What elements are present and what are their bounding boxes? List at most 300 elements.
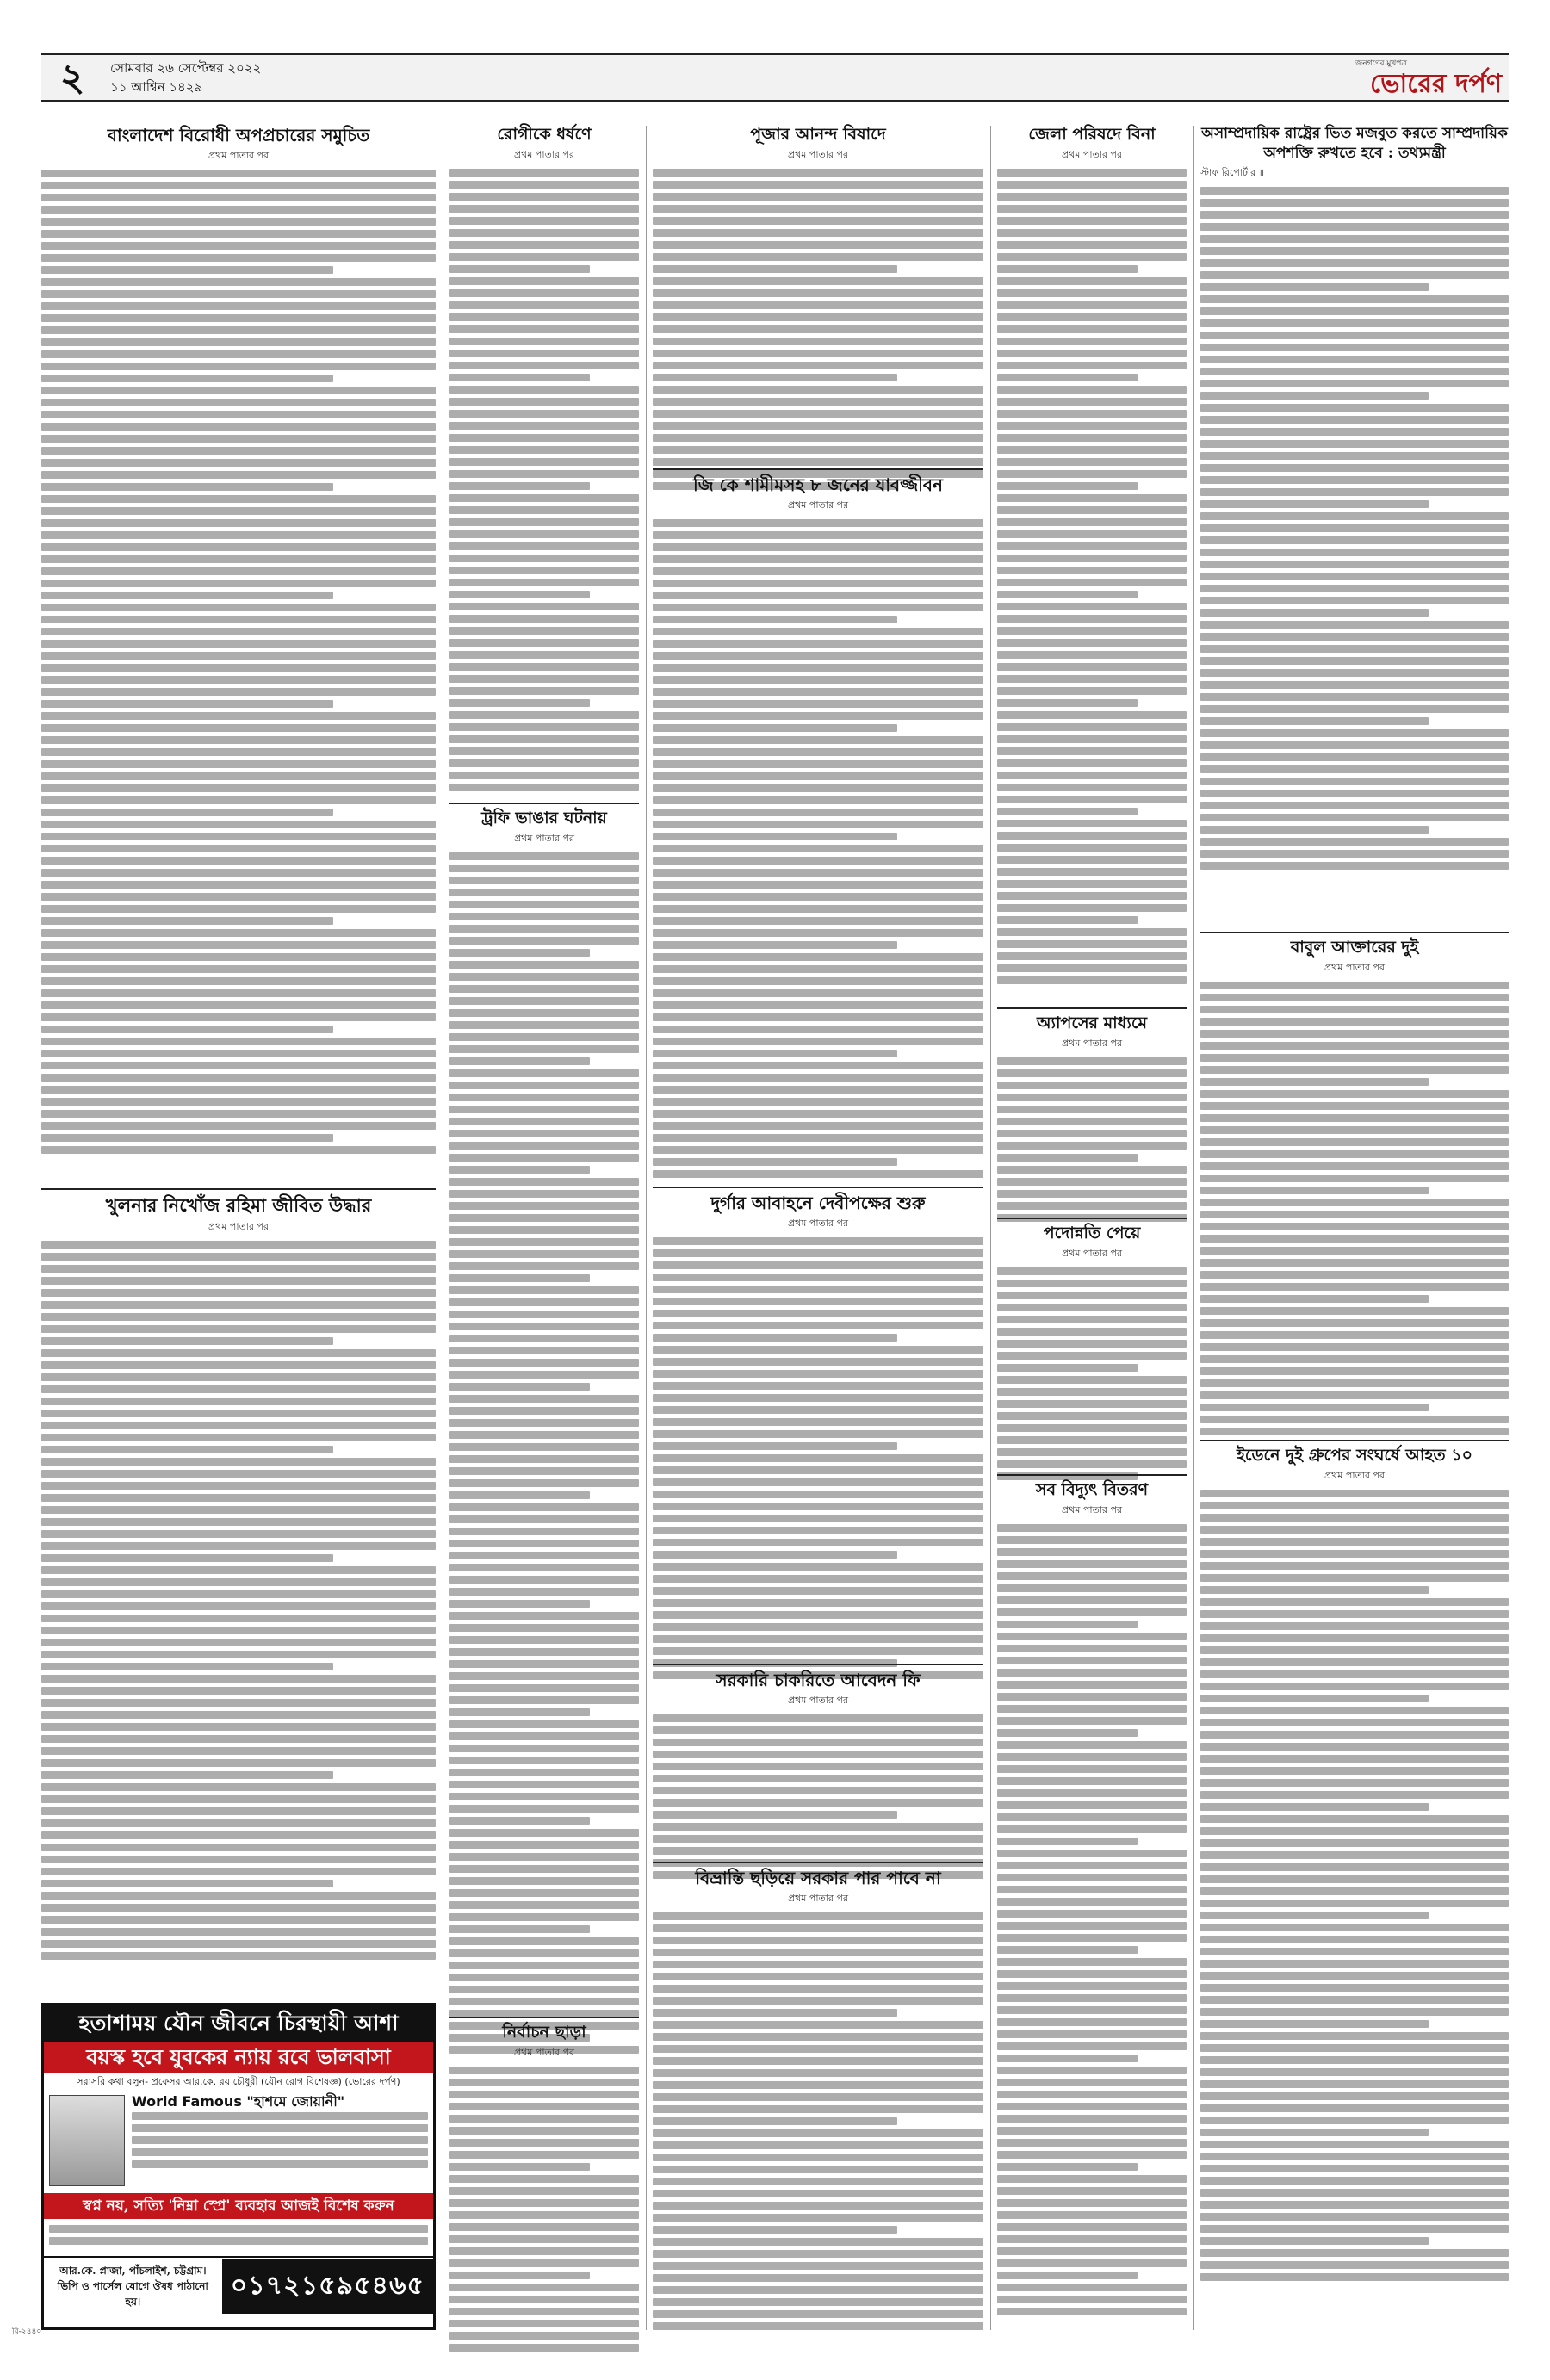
text-line: [997, 1994, 1187, 2002]
text-line: [653, 977, 983, 985]
headline: ইডেনে দুই গ্রুপের সংঘর্ষে আহত ১০: [1237, 1446, 1472, 1465]
text-line: [450, 925, 639, 933]
text-line: [997, 579, 1187, 586]
text-line: [450, 1154, 639, 1162]
text-line: [41, 326, 436, 334]
text-line: [653, 1937, 983, 1944]
text-line: [997, 1057, 1187, 1065]
text-line: [450, 494, 639, 502]
text-line: [450, 1021, 639, 1029]
text-line: [997, 2247, 1187, 2255]
article-body: [653, 1714, 983, 1879]
text-line: [1200, 1887, 1509, 1895]
text-line: [1200, 1223, 1509, 1230]
text-line: [653, 748, 983, 756]
text-line: [997, 253, 1187, 261]
text-line: [997, 1982, 1187, 1990]
text-line: [1200, 428, 1509, 436]
text-line: [450, 663, 639, 671]
text-line: [450, 265, 590, 273]
text-line: [997, 2127, 1187, 2135]
text-line: [653, 869, 983, 877]
text-line: [997, 603, 1187, 610]
text-line: [1200, 633, 1509, 641]
text-line: [997, 1082, 1187, 1089]
text-line: [41, 953, 436, 961]
text-line: [1200, 307, 1509, 315]
text-line: [450, 1588, 639, 1596]
text-line: [41, 182, 436, 189]
text-line: [997, 1970, 1187, 1978]
ad-title: হতাশাময় যৌন জীবনে চিরস্থায়ী আশা: [44, 2005, 433, 2042]
text-line: [653, 1961, 983, 1968]
text-line: [1200, 1138, 1509, 1146]
text-line: [450, 1745, 639, 1752]
ad-product: World Famous "হাশমে জোয়ানী": [132, 2093, 345, 2110]
text-line: [450, 2284, 639, 2291]
subline: প্রথম পাতার পর: [787, 1695, 849, 1707]
text-line: [41, 881, 436, 889]
text-line: [1200, 1683, 1509, 1690]
text-line: [653, 1170, 983, 1178]
text-line: [653, 398, 983, 406]
text-line: [1200, 1404, 1429, 1411]
text-line: [450, 1720, 639, 1728]
text-line: [41, 1904, 436, 1912]
text-line: [653, 1527, 983, 1534]
text-line: [1200, 2189, 1509, 2197]
text-line: [997, 2272, 1138, 2279]
text-line: [450, 1407, 639, 1415]
subline: প্রথম পাতার পর: [208, 1220, 270, 1232]
text-line: [653, 1358, 983, 1366]
article-body: [450, 852, 639, 2054]
text-line: [1200, 332, 1509, 339]
text-line: [1200, 2032, 1509, 2040]
text-line: [41, 302, 436, 310]
text-line: [450, 1190, 639, 1198]
text-line: [653, 241, 983, 249]
text-line: [450, 603, 639, 610]
text-line: [41, 989, 436, 997]
text-line: [653, 1158, 897, 1166]
text-line: [41, 1013, 436, 1021]
article-body: [41, 170, 436, 1154]
article-bibhranti: [653, 1856, 983, 2334]
text-line: [1200, 344, 1509, 351]
text-line: [1200, 862, 1509, 870]
text-line: [653, 1274, 983, 1281]
text-line: [653, 1062, 983, 1069]
text-line: [997, 277, 1187, 285]
text-line: [450, 2320, 639, 2327]
text-line: [41, 290, 436, 298]
text-line: [450, 2308, 639, 2315]
text-line: [653, 905, 983, 913]
text-line: [997, 1862, 1187, 1869]
text-line: [1200, 356, 1509, 363]
text-line: [450, 1238, 639, 1246]
text-line: [450, 506, 639, 514]
text-line: [1200, 2080, 1509, 2088]
text-line: [997, 1448, 1187, 1456]
text-line: [1200, 2261, 1509, 2269]
text-line: [653, 1418, 983, 1426]
text-line: [1200, 2165, 1509, 2172]
text-line: [653, 253, 983, 261]
text-line: [653, 2178, 983, 2185]
text-line: [997, 265, 1138, 273]
text-line: [1200, 1006, 1509, 1013]
text-line: [41, 664, 436, 672]
text-line: [41, 350, 436, 358]
text-line: [450, 374, 590, 381]
text-line: [997, 530, 1187, 538]
ad-contact-line: সরাসরি কথা বলুন- প্রফেসর আর.কে. রয় চৌধুরী (যৌন রোগ বিশেষজ্ঞ) (ভোরের দর্পণ): [77, 2076, 400, 2087]
headline: দুর্গার আবাহনে দেবীপক্ষের শুরু: [710, 1193, 926, 1213]
text-line: [1200, 645, 1509, 653]
text-line: [450, 2103, 639, 2110]
text-line: [450, 567, 639, 574]
text-line: [653, 1013, 983, 1021]
text-line: [997, 735, 1187, 743]
text-line: [1200, 1247, 1509, 1255]
text-line: [450, 2175, 639, 2183]
text-line: [997, 555, 1187, 562]
text-line: [1200, 2201, 1509, 2209]
text-line: [653, 1503, 983, 1510]
text-line: [450, 1142, 639, 1150]
text-line: [997, 2259, 1187, 2267]
text-line: [450, 2235, 639, 2243]
text-line: [450, 772, 639, 779]
text-line: [41, 242, 436, 250]
text-line: [653, 1973, 983, 1980]
text-line: [653, 784, 983, 792]
text-line: [41, 1446, 333, 1453]
text-line: [41, 1241, 436, 1249]
text-line: [1200, 1343, 1509, 1351]
text-line: [41, 1542, 436, 1550]
text-line: [1200, 1707, 1509, 1714]
text-line: [653, 350, 983, 357]
text-line: [41, 604, 436, 611]
text-line: [997, 1669, 1187, 1677]
text-line: [997, 1596, 1187, 1604]
text-line: [997, 976, 1187, 984]
text-line: [653, 616, 897, 623]
text-line: [1200, 1827, 1509, 1835]
text-line: [41, 1916, 436, 1924]
text-line: [1200, 802, 1509, 809]
article-body: [997, 1524, 1187, 2315]
article-body: [450, 2067, 639, 2352]
text-line: [41, 845, 436, 852]
text-line: [41, 375, 333, 382]
text-line: [997, 1886, 1187, 1893]
text-line: [41, 1819, 436, 1827]
date-block: [110, 59, 261, 96]
text-line: [41, 1337, 333, 1345]
text-line: [41, 423, 436, 431]
text-line: [997, 1608, 1187, 1616]
text-line: [41, 363, 436, 370]
text-line: [450, 997, 639, 1005]
text-line: [1200, 2237, 1429, 2245]
text-line: [997, 1874, 1187, 1881]
subline: প্রথম পাতার পর: [1061, 149, 1123, 161]
text-line: [1200, 561, 1509, 568]
text-line: [653, 181, 983, 189]
text-line: [1200, 1526, 1509, 1534]
text-line: [653, 362, 983, 369]
text-line: [450, 639, 639, 647]
text-line: [1200, 1042, 1509, 1050]
text-line: [41, 1289, 436, 1297]
text-line: [653, 1623, 983, 1631]
text-line: [997, 1154, 1138, 1162]
text-line: [450, 1250, 639, 1258]
text-line: [997, 1304, 1187, 1311]
column-1: [41, 126, 436, 2330]
text-line: [997, 494, 1187, 502]
text-line: [41, 1518, 436, 1526]
text-line: [1200, 681, 1509, 689]
text-line: [653, 555, 983, 563]
text-line: [653, 1587, 983, 1595]
text-line: [1200, 2249, 1509, 2257]
text-line: [653, 519, 983, 527]
text-line: [1200, 1815, 1509, 1823]
text-line: [1200, 1331, 1509, 1339]
text-line: [997, 1777, 1187, 1785]
text-line: [1200, 1187, 1429, 1194]
text-line: [1200, 1319, 1509, 1327]
text-line: [653, 2274, 983, 2282]
text-line: [41, 1482, 436, 1490]
text-line: [450, 1829, 639, 1837]
text-line: [41, 1795, 436, 1803]
text-line: [653, 169, 983, 177]
article-apps: [997, 1002, 1187, 1226]
text-line: [41, 616, 436, 623]
text-line: [1200, 1162, 1509, 1170]
text-line: [41, 857, 436, 865]
text-line: [997, 964, 1187, 972]
text-line: [41, 1868, 436, 1875]
text-line: [653, 1912, 983, 1920]
text-line: [1200, 994, 1509, 1001]
text-line: [450, 961, 639, 969]
text-line: [450, 1696, 639, 1704]
text-line: [653, 265, 897, 273]
text-line: [41, 543, 436, 551]
text-line: [41, 1844, 436, 1851]
date-gregorian: সোমবার ২৬ সেপ্টেম্বর ২০২২: [110, 60, 262, 76]
text-line: [1200, 2044, 1509, 2052]
text-line: [997, 1069, 1187, 1077]
text-line: [450, 542, 639, 550]
text-line: [997, 1364, 1138, 1372]
text-line: [1200, 1936, 1509, 1943]
text-line: [1200, 2056, 1509, 2064]
text-line: [653, 676, 983, 684]
text-line: [41, 977, 436, 985]
text-line: [41, 338, 436, 346]
text-line: [653, 917, 983, 925]
text-line: [997, 796, 1187, 803]
text-line: [450, 1106, 639, 1113]
text-line: [653, 1249, 983, 1257]
text-line: [41, 772, 436, 780]
text-line: [1200, 669, 1509, 677]
text-line: [997, 1190, 1187, 1198]
text-line: [450, 1262, 639, 1270]
text-line: [653, 2238, 983, 2246]
text-line: [450, 1118, 639, 1125]
text-line: [1200, 283, 1429, 291]
text-line: [1200, 1562, 1509, 1570]
text-line: [653, 688, 983, 696]
text-line: [653, 1442, 897, 1450]
text-line: [653, 2214, 983, 2222]
text-line: [653, 953, 983, 961]
text-line: [450, 1467, 639, 1475]
text-line: [997, 1813, 1187, 1821]
text-line: [450, 1371, 639, 1379]
headline: জেলা পরিষদে বিনা: [1028, 125, 1156, 144]
text-line: [653, 422, 983, 430]
text-line: [653, 1726, 983, 1734]
text-line: [997, 1898, 1187, 1906]
text-line: [450, 398, 639, 406]
text-line: [1200, 1695, 1429, 1702]
text-line: [1200, 2104, 1509, 2112]
text-line: [450, 1612, 639, 1620]
text-line: [450, 205, 639, 213]
text-line: [653, 217, 983, 225]
text-line: [1200, 416, 1509, 424]
text-line: [997, 1753, 1187, 1761]
column-4: [997, 126, 1187, 2330]
text-line: [450, 579, 639, 586]
text-line: [1200, 585, 1509, 592]
text-line: [1200, 1646, 1509, 1654]
text-line: [41, 905, 436, 913]
text-line: [41, 592, 333, 599]
headline: বাংলাদেশ বিরোধী অপপ্রচারের সমুচিত: [107, 125, 370, 146]
text-line: [450, 1443, 639, 1451]
text-line: [1200, 1307, 1509, 1315]
text-line: [41, 1892, 436, 1900]
text-line: [997, 880, 1187, 888]
headline: বিভ্রান্তি ছড়িয়ে সরকার পার পাবে না: [695, 1868, 941, 1888]
text-line: [450, 784, 639, 791]
text-line: [450, 1901, 639, 1909]
ad-slogan: বয়স্ক হবে যুবকের ন্যায় রবে ভালবাসা: [44, 2042, 433, 2073]
date-bangla: ১১ আশ্বিন ১৪২৯: [110, 79, 203, 95]
text-line: [450, 313, 639, 321]
text-line: [1200, 1416, 1509, 1423]
article-padonnoti: [997, 1212, 1187, 1484]
text-line: [41, 1771, 333, 1779]
text-line: [450, 2067, 639, 2074]
headline: ট্রফি ভাঙার ঘটনায়: [481, 809, 607, 827]
text-line: [653, 543, 983, 551]
text-line: [450, 1684, 639, 1692]
text-line: [653, 652, 983, 660]
headline: অ্যাপসের মাধ্যমে: [1036, 1013, 1148, 1032]
text-line: [653, 700, 983, 708]
text-line: [997, 1681, 1187, 1689]
text-line: [41, 1615, 436, 1622]
text-line: [653, 2226, 897, 2234]
text-line: [653, 2117, 897, 2125]
text-line: [1200, 1114, 1509, 1122]
text-line: [41, 1398, 436, 1405]
text-line: [41, 1086, 436, 1094]
text-line: [450, 1419, 639, 1427]
text-line: [653, 2093, 983, 2101]
text-line: [41, 218, 436, 226]
text-line: [41, 628, 436, 635]
text-line: [41, 1831, 436, 1839]
text-line: [653, 313, 983, 321]
text-line: [653, 2166, 983, 2173]
text-line: [41, 869, 436, 877]
text-line: [450, 1515, 639, 1523]
text-line: [41, 483, 333, 491]
text-line: [41, 1602, 436, 1610]
text-line: [653, 2286, 983, 2294]
text-line: [1200, 1791, 1509, 1799]
article-body: [1200, 982, 1509, 1435]
text-line: [1200, 235, 1509, 243]
text-line: [653, 2190, 983, 2197]
text-line: [997, 2199, 1187, 2207]
text-line: [997, 325, 1187, 333]
text-line: [997, 446, 1187, 454]
text-line: [1200, 1743, 1509, 1751]
text-line: [450, 1672, 639, 1680]
text-line: [997, 1572, 1187, 1580]
text-line: [997, 1536, 1187, 1544]
text-line: [450, 301, 639, 309]
text-line: [1200, 1731, 1509, 1739]
text-line: [997, 928, 1187, 936]
masthead-logo: [1355, 57, 1502, 100]
text-line: [997, 747, 1187, 755]
text-line: [1200, 1078, 1429, 1086]
text-line: [1200, 1924, 1509, 1931]
text-line: [450, 2296, 639, 2303]
text-line: [653, 664, 983, 672]
text-line: [450, 949, 590, 957]
text-line: [653, 1847, 983, 1855]
text-line: [997, 1130, 1187, 1137]
text-line: [41, 1146, 436, 1154]
text-line: [450, 889, 639, 896]
text-line: [653, 929, 983, 937]
text-line: [41, 1373, 436, 1381]
text-line: [997, 952, 1187, 960]
text-line: [997, 338, 1187, 345]
text-line: [1200, 693, 1509, 701]
text-line: [1200, 1235, 1509, 1243]
text-line: [1200, 1199, 1509, 1206]
text-line: [450, 675, 639, 683]
article-bangladesh: [41, 126, 436, 1158]
